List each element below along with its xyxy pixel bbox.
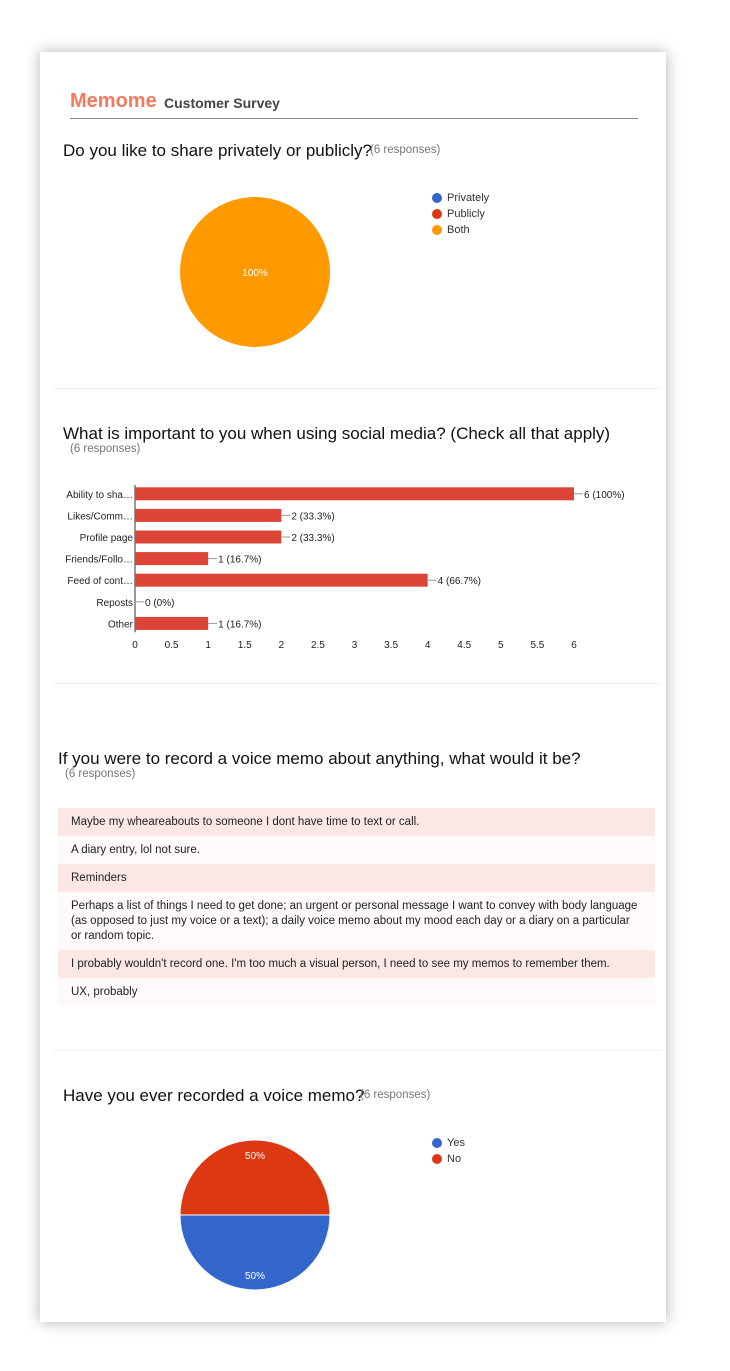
x-tick-label: 5: [498, 640, 504, 652]
x-tick-label: 5.5: [530, 640, 545, 652]
value-label: 1 (16.7%): [218, 619, 262, 631]
table-row: Reminders: [58, 864, 655, 892]
q3-title: If you were to record a voice memo about anything, what would it be?: [58, 749, 581, 768]
pie-slice-label: 100%: [242, 268, 268, 279]
category-label: Ability to sha…: [66, 489, 133, 501]
survey-page: [40, 52, 666, 1322]
x-tick-label: 2: [278, 640, 285, 652]
value-label: 6 (100%): [584, 489, 625, 501]
q1-pie-chart: [170, 187, 340, 357]
value-label: 4 (66.7%): [437, 576, 482, 588]
legend-item-yes: [432, 1137, 465, 1149]
q3-response-count: (6 responses): [65, 768, 136, 780]
category-label: Likes/Comm…: [67, 511, 133, 523]
bar: [135, 552, 208, 565]
legend-item-no: [432, 1153, 461, 1165]
bar: [135, 487, 574, 500]
pie-slice-label: 50%: [244, 1151, 266, 1162]
q2-bar-chart: [40, 477, 666, 657]
legend-item-both: [432, 224, 470, 236]
q4-legend: [432, 1137, 552, 1177]
q2-response-count: (6 responses): [70, 443, 141, 455]
bar: [135, 617, 208, 630]
category-label: Friends/Follo…: [65, 554, 133, 566]
q1-title: Do you like to share privately or publicly?: [63, 141, 372, 160]
x-tick-label: 0: [132, 640, 138, 652]
legend-item-publicly: [432, 208, 485, 220]
legend-label: No: [447, 1153, 462, 1165]
legend-dot-icon: [432, 1154, 442, 1164]
header-divider: [70, 118, 638, 119]
legend-label: Both: [447, 224, 470, 236]
x-tick-label: 3.5: [384, 640, 399, 652]
x-tick-label: 2.5: [310, 640, 325, 652]
q1-response-count: (6 responses): [370, 144, 441, 156]
x-tick-label: 1.5: [237, 640, 252, 652]
value-label: 2 (33.3%): [291, 533, 335, 544]
legend-dot-icon: [432, 225, 442, 235]
x-tick-label: 4: [424, 640, 431, 652]
section-divider: [54, 683, 660, 684]
legend-dot-icon: [432, 209, 442, 219]
category-label: Profile page: [79, 533, 133, 544]
x-tick-label: 3: [351, 640, 358, 652]
value-label: 0 (0%): [145, 597, 175, 609]
x-tick-label: 4.5: [457, 640, 472, 652]
table-row: UX, probably: [58, 978, 655, 1006]
value-label: 1 (16.7%): [218, 554, 262, 566]
q2-title: What is important to you when using social media? (Check all that apply): [63, 424, 611, 443]
legend-label: Privately: [447, 192, 490, 204]
legend-label: Publicly: [447, 208, 485, 220]
q1-legend: [432, 192, 552, 252]
legend-dot-icon: [432, 193, 442, 203]
table-row: Perhaps a list of things I need to get done; an urgent or personal message I want to convey with body language (as opposed to just my voice or a text); a daily voice memo about my mood each day or a diary on a particular or random topic.: [58, 892, 655, 950]
legend-label: Yes: [447, 1137, 465, 1149]
category-label: Feed of cont…: [67, 576, 133, 588]
x-tick-label: 0.5: [164, 640, 179, 652]
legend-item-privately: [432, 192, 489, 204]
page-title: Customer Survey: [164, 95, 280, 111]
value-label: 2 (33.3%): [291, 511, 335, 523]
category-label: Other: [107, 619, 133, 631]
brand-logo-text: Memome: [70, 90, 157, 112]
q4-pie-chart: [170, 1130, 340, 1300]
table-row: I probably wouldn't record one. I'm too much a visual person, I need to see my memos to remember them.: [58, 950, 655, 978]
category-label: Reposts: [96, 597, 133, 609]
table-row: A diary entry, lol not sure.: [58, 836, 655, 864]
bar: [135, 574, 428, 587]
responses-table: [58, 808, 655, 1006]
bar: [135, 509, 281, 522]
pie-slice-label: 50%: [244, 1271, 266, 1282]
section-divider: [54, 388, 660, 389]
q4-title: Have you ever recorded a voice memo?: [63, 1086, 365, 1105]
x-tick-label: 6: [571, 640, 577, 652]
q4-response-count: (6 responses): [360, 1089, 431, 1101]
section-divider: [54, 1050, 660, 1051]
bar: [135, 531, 281, 544]
x-tick-label: 1: [205, 640, 211, 652]
legend-dot-icon: [432, 1138, 442, 1148]
table-row: Maybe my wheareabouts to someone I dont have time to text or call.: [58, 808, 655, 836]
